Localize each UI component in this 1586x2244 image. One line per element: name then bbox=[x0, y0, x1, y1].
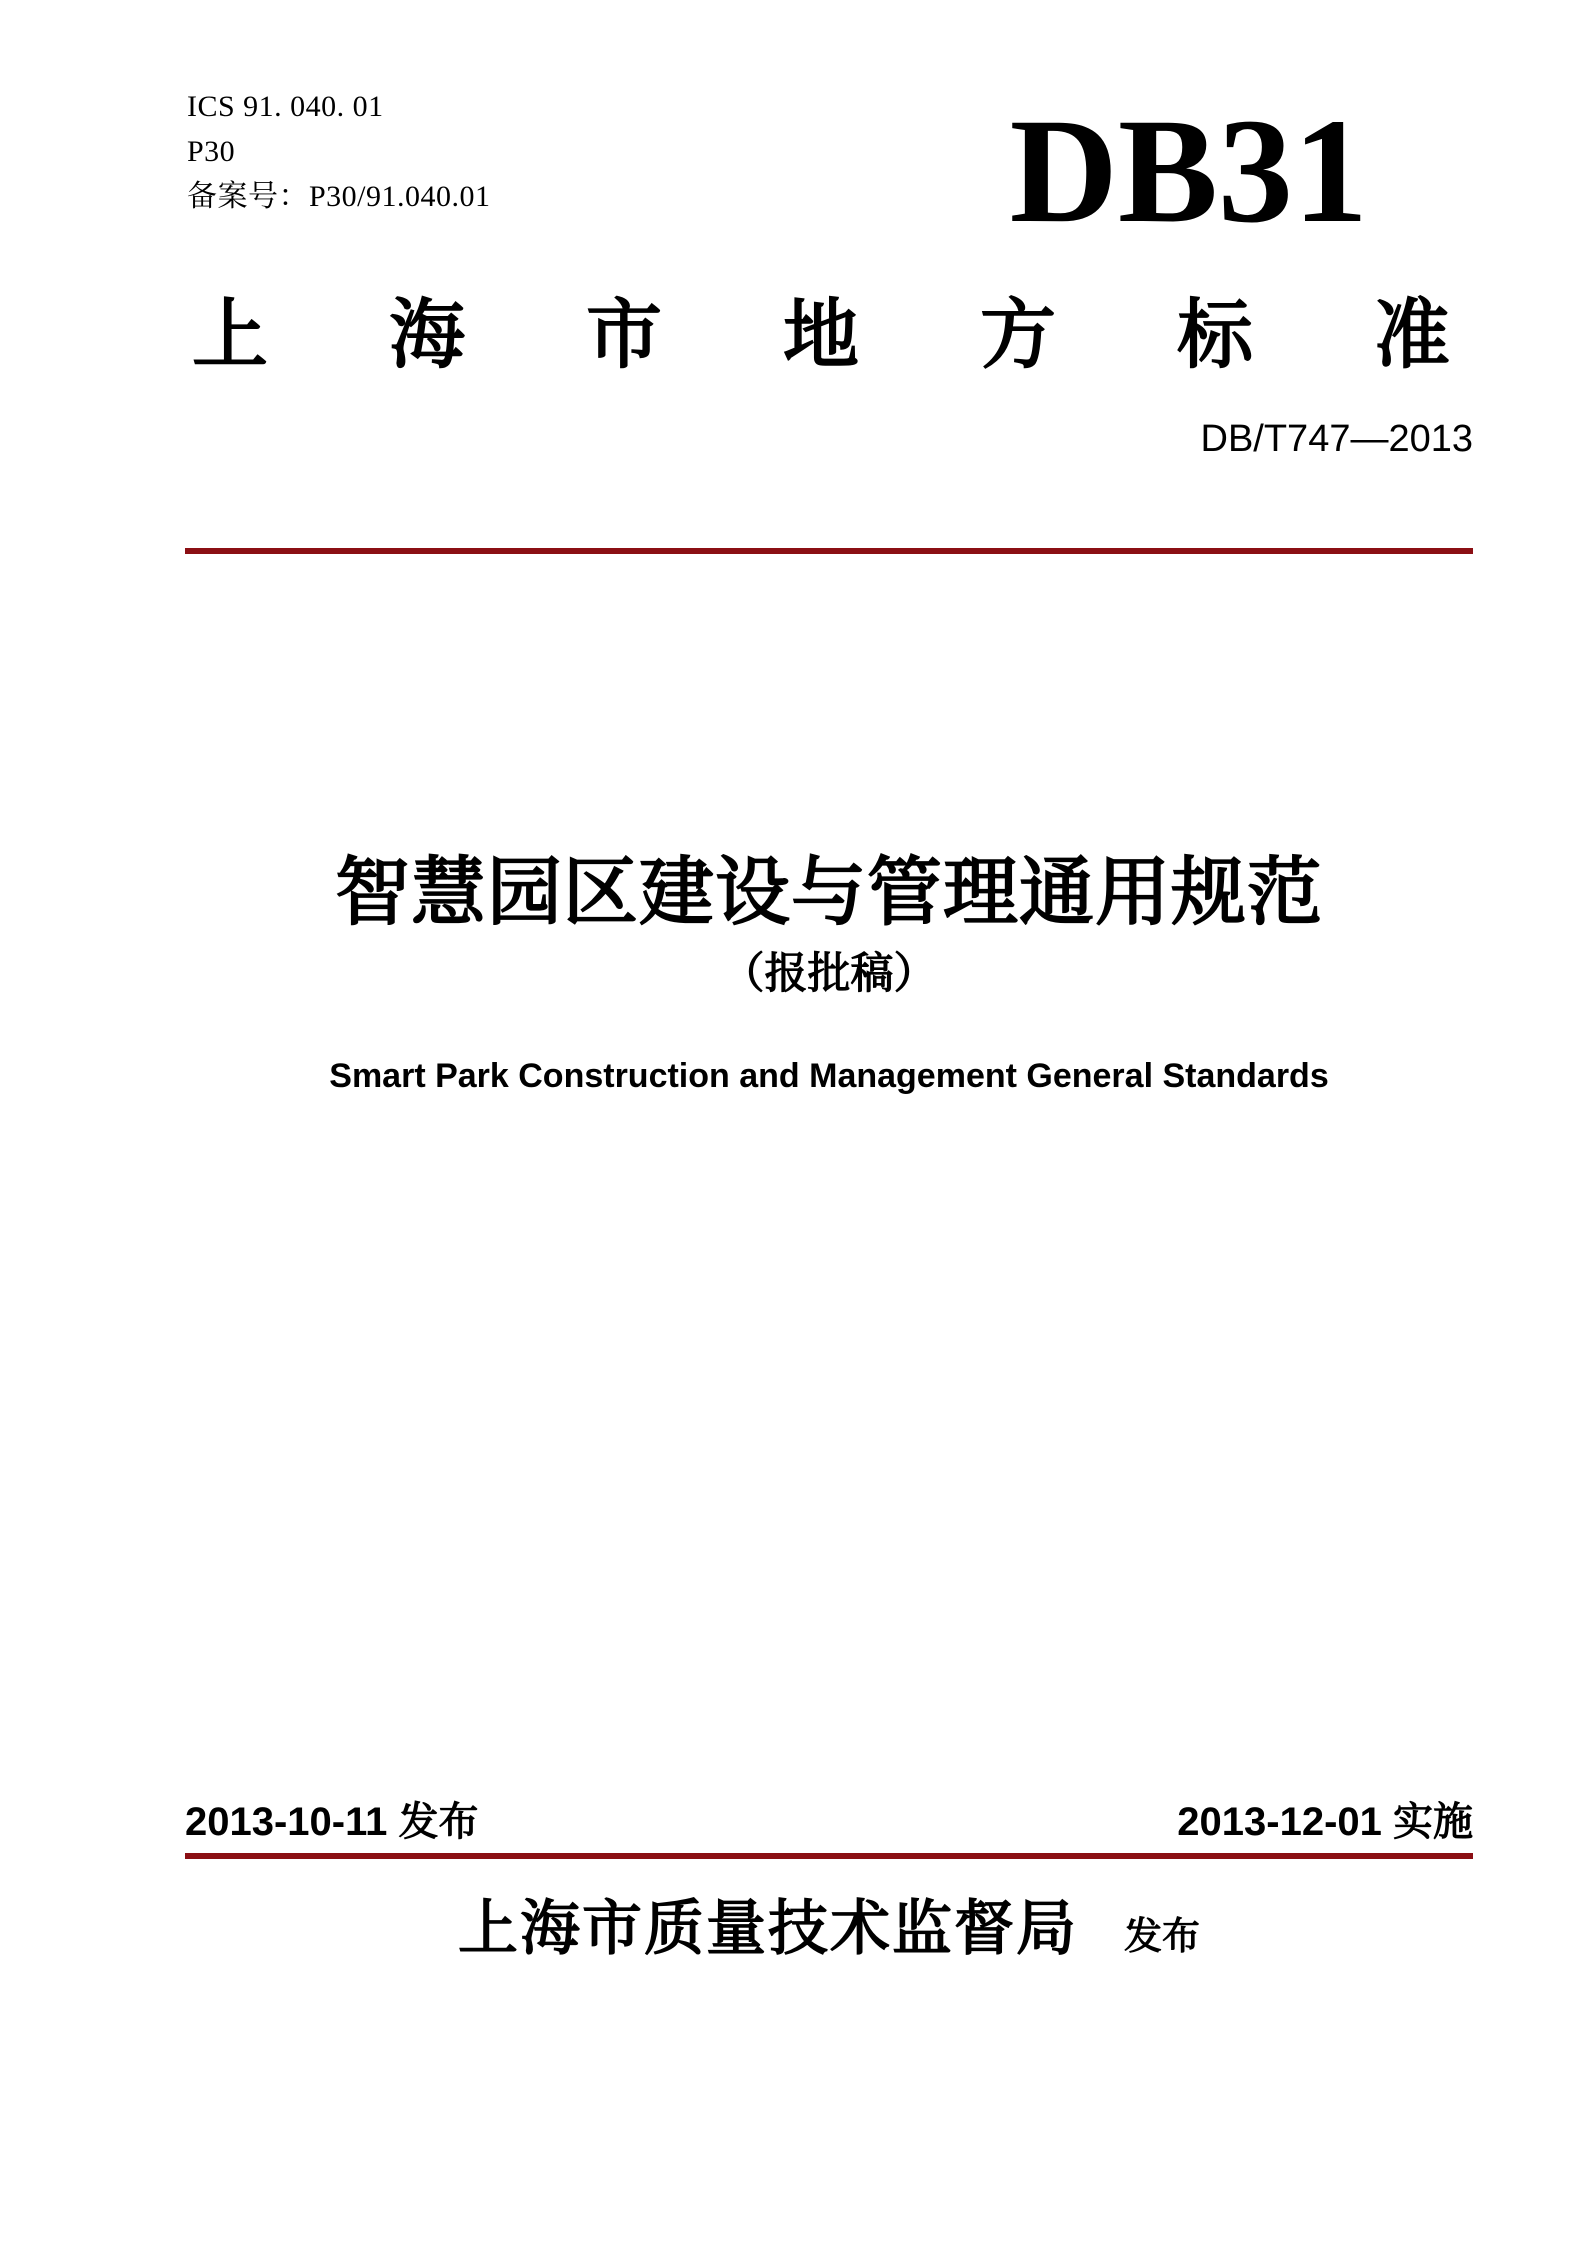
publisher: 上海市质量技术监督局 bbox=[457, 1896, 1078, 1962]
db-code: DB31 bbox=[1009, 88, 1368, 254]
bottom-divider-rule bbox=[185, 1853, 1473, 1859]
classification-codes bbox=[187, 84, 491, 219]
title-en: Smart Park Construction and Management General Standards bbox=[329, 1057, 1329, 1095]
issue-date: 2013-10-11 发布 bbox=[185, 1800, 479, 1844]
class-code: P30 bbox=[187, 135, 236, 168]
ics-code: ICS 91. 040. 01 bbox=[187, 90, 384, 123]
standard-type-title: 上海市地方标准 bbox=[192, 294, 1571, 378]
publish-label: 发布 bbox=[1123, 1916, 1200, 1958]
implementation-date: 2013-12-01 实施 bbox=[1177, 1800, 1473, 1844]
doc-number: DB/T747—2013 bbox=[1200, 418, 1473, 460]
record-number: 备案号：P30/91.040.01 bbox=[187, 180, 491, 213]
publisher-row bbox=[185, 1896, 1473, 1962]
date-row bbox=[185, 1800, 1473, 1844]
top-divider-rule bbox=[185, 548, 1473, 554]
title-zh: 智慧园区建设与管理通用规范 bbox=[334, 850, 1323, 934]
draft-note: （报批稿） bbox=[721, 950, 937, 998]
